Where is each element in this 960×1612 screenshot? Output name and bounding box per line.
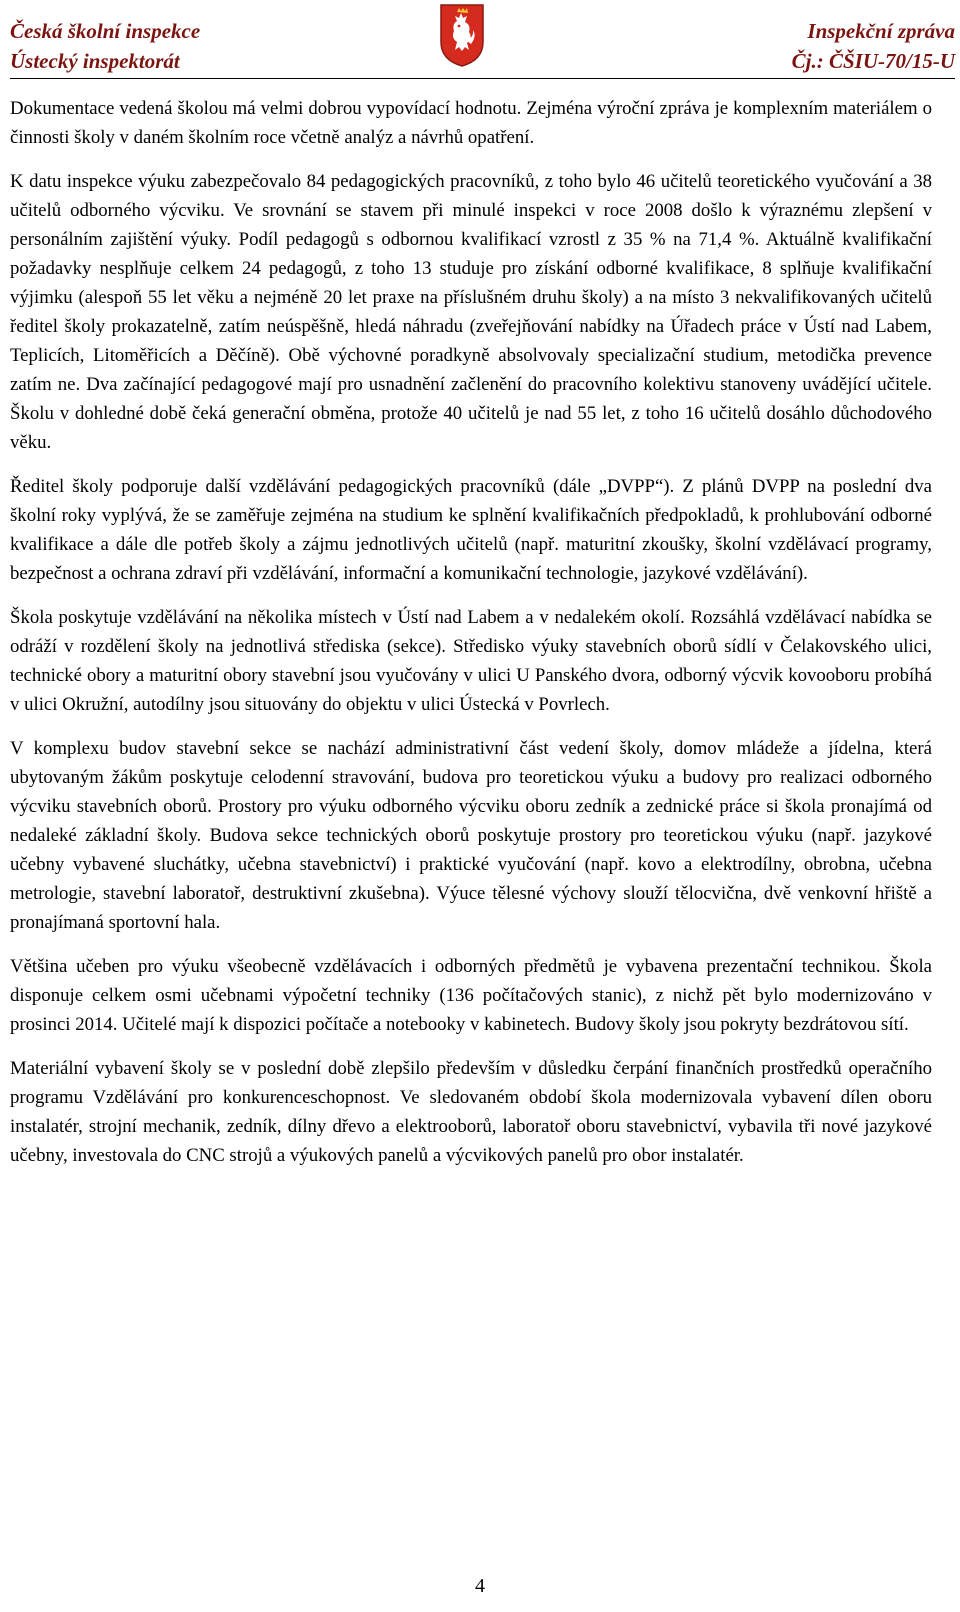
czech-coat-of-arms-icon [438,2,486,68]
paragraph-equipment: Materiální vybavení školy se v poslední době zlepšilo především v důsledku čerpání finančních prostředků operačního programu Vzdělávání pro konkurenceschopnost. Ve sledovaném období škola modernizovala vybavení dílen oboru instalatér, strojní mechanik, zedník, dílny dřevo a elektrooborů, laboratoř oboru stavebnictví, vybavila tři nové jazykové učebny, investovala do CNC strojů a výukových panelů a výcvikových panelů pro obor instalatér. [10,1058,932,1166]
report-body [10,94,932,1185]
paragraph-documentation: Dokumentace vedená školou má velmi dobrou vypovídací hodnotu. Zejména výroční zpráva je komplexním materiálem o činnosti školy v daném školním roce včetně analýz a návrhů opatření. [10,98,932,148]
header-organization: Česká školní inspekce [10,19,201,43]
paragraph-dvpp: Ředitel školy podporuje další vzdělávání pedagogických pracovníků (dále „DVPP“). Z plánů DVPP na poslední dva školní roky vyplývá, že se zaměřuje zejména na studium ke splnění kvalifikačních předpokladů, k prohlubování odborné kvalifikace a dále dle potřeb školy a zájmu jednotlivých učitelů (např. maturitní zkoušky, školní vzdělávací programy, bezpečnost a ochrana zdraví při vzdělávání, informační a komunikační technologie, jazykové vzdělávání). [10,476,932,584]
header-report-title: Inspekční zpráva [807,19,955,43]
page-number: 4 [475,1575,485,1597]
page-header [10,0,955,79]
paragraph-classrooms: Většina učeben pro výuku všeobecně vzdělávacích i odborných předmětů je vybavena prezentační technikou. Škola disponuje celkem osmi učebnami výpočetní techniky (136 počítačových stanic), z nichž pět bylo modernizováno v prosinci 2014. Učitelé mají k dispozici počítače a notebooky v kabinetech. Budovy školy jsou pokryty bezdrátovou sítí. [10,956,932,1035]
header-inspectorate: Ústecký inspektorát [10,49,180,73]
header-right [792,16,955,76]
paragraph-buildings: V komplexu budov stavební sekce se nachází administrativní část vedení školy, domov mládeže a jídelna, která ubytovaným žákům poskytuje celodenní stravování, budova pro teoretickou výuku a budovy pro realizaci odborného výcviku stavebních oborů. Prostory pro výuku odborného výcviku oboru zedník a zednické práce si škola pronajímá od nedaleké základní školy. Budova sekce technických oborů poskytuje prostory pro teoretickou výuku (např. jazykové učebny vybavené sluchátky, učebna stavebnictví) i praktické vyučování (např. kovo a elektrodílny, obrobna, učebna metrologie, stavební laboratoř, destruktivní zkušebna). Výuce tělesné výchovy slouží tělocvična, dvě venkovní hřiště a pronajímaná sportovní hala. [10,738,932,933]
header-reference-number: Čj.: ČŠIU-70/15-U [791,49,955,73]
header-left [10,16,200,76]
paragraph-locations: Škola poskytuje vzdělávání na několika místech v Ústí nad Labem a v nedalekém okolí. Rozsáhlá vzdělávací nabídka se odráží v rozdělení školy na jednotlivá střediska (sekce). Středisko výuky stavebních oborů sídlí v Čelakovského ulici, technické obory a maturitní obory stavební jsou vyučovány v ulici U Panského dvora, odborný výcvik kovooboru probíhá v ulici Okružní, autodílny jsou situovány do objektu v ulici Ústecká v Povrlech. [10,607,932,715]
paragraph-staffing: K datu inspekce výuku zabezpečovalo 84 pedagogických pracovníků, z toho bylo 46 učitelů teoretického vyučování a 38 učitelů odborného výcviku. Ve srovnání se stavem při minulé inspekci v roce 2008 došlo k výraznému zlepšení v personálním zajištění výuky. Podíl pedagogů s odbornou kvalifikací vzrostl z 35 % na 71,4 %. Aktuálně kvalifikační požadavky nesplňuje celkem 24 pedagogů, z toho 13 studuje pro získání odborné kvalifikace, 8 splňuje kvalifikační výjimku (alespoň 55 let věku a nejméně 20 let praxe na příslušném druhu školy) a na místo 3 nekvalifikovaných učitelů ředitel školy prokazatelně, zatím neúspěšně, hledá náhradu (zveřejňování nabídky na Úřadech práce v Ústí nad Labem, Teplicích, Litoměřicích a Děčíně). Obě výchovné poradkyně absolvovaly specializační studium, metodička prevence zatím ne. Dva začínající pedagogové mají pro usnadnění začlenění do pracovního kolektivu stanoveny uvádějící učitele. Školu v dohledné době čeká generační obměna, protože 40 učitelů je nad 55 let, z toho 16 učitelů dosáhlo důchodového věku. [10,171,932,453]
